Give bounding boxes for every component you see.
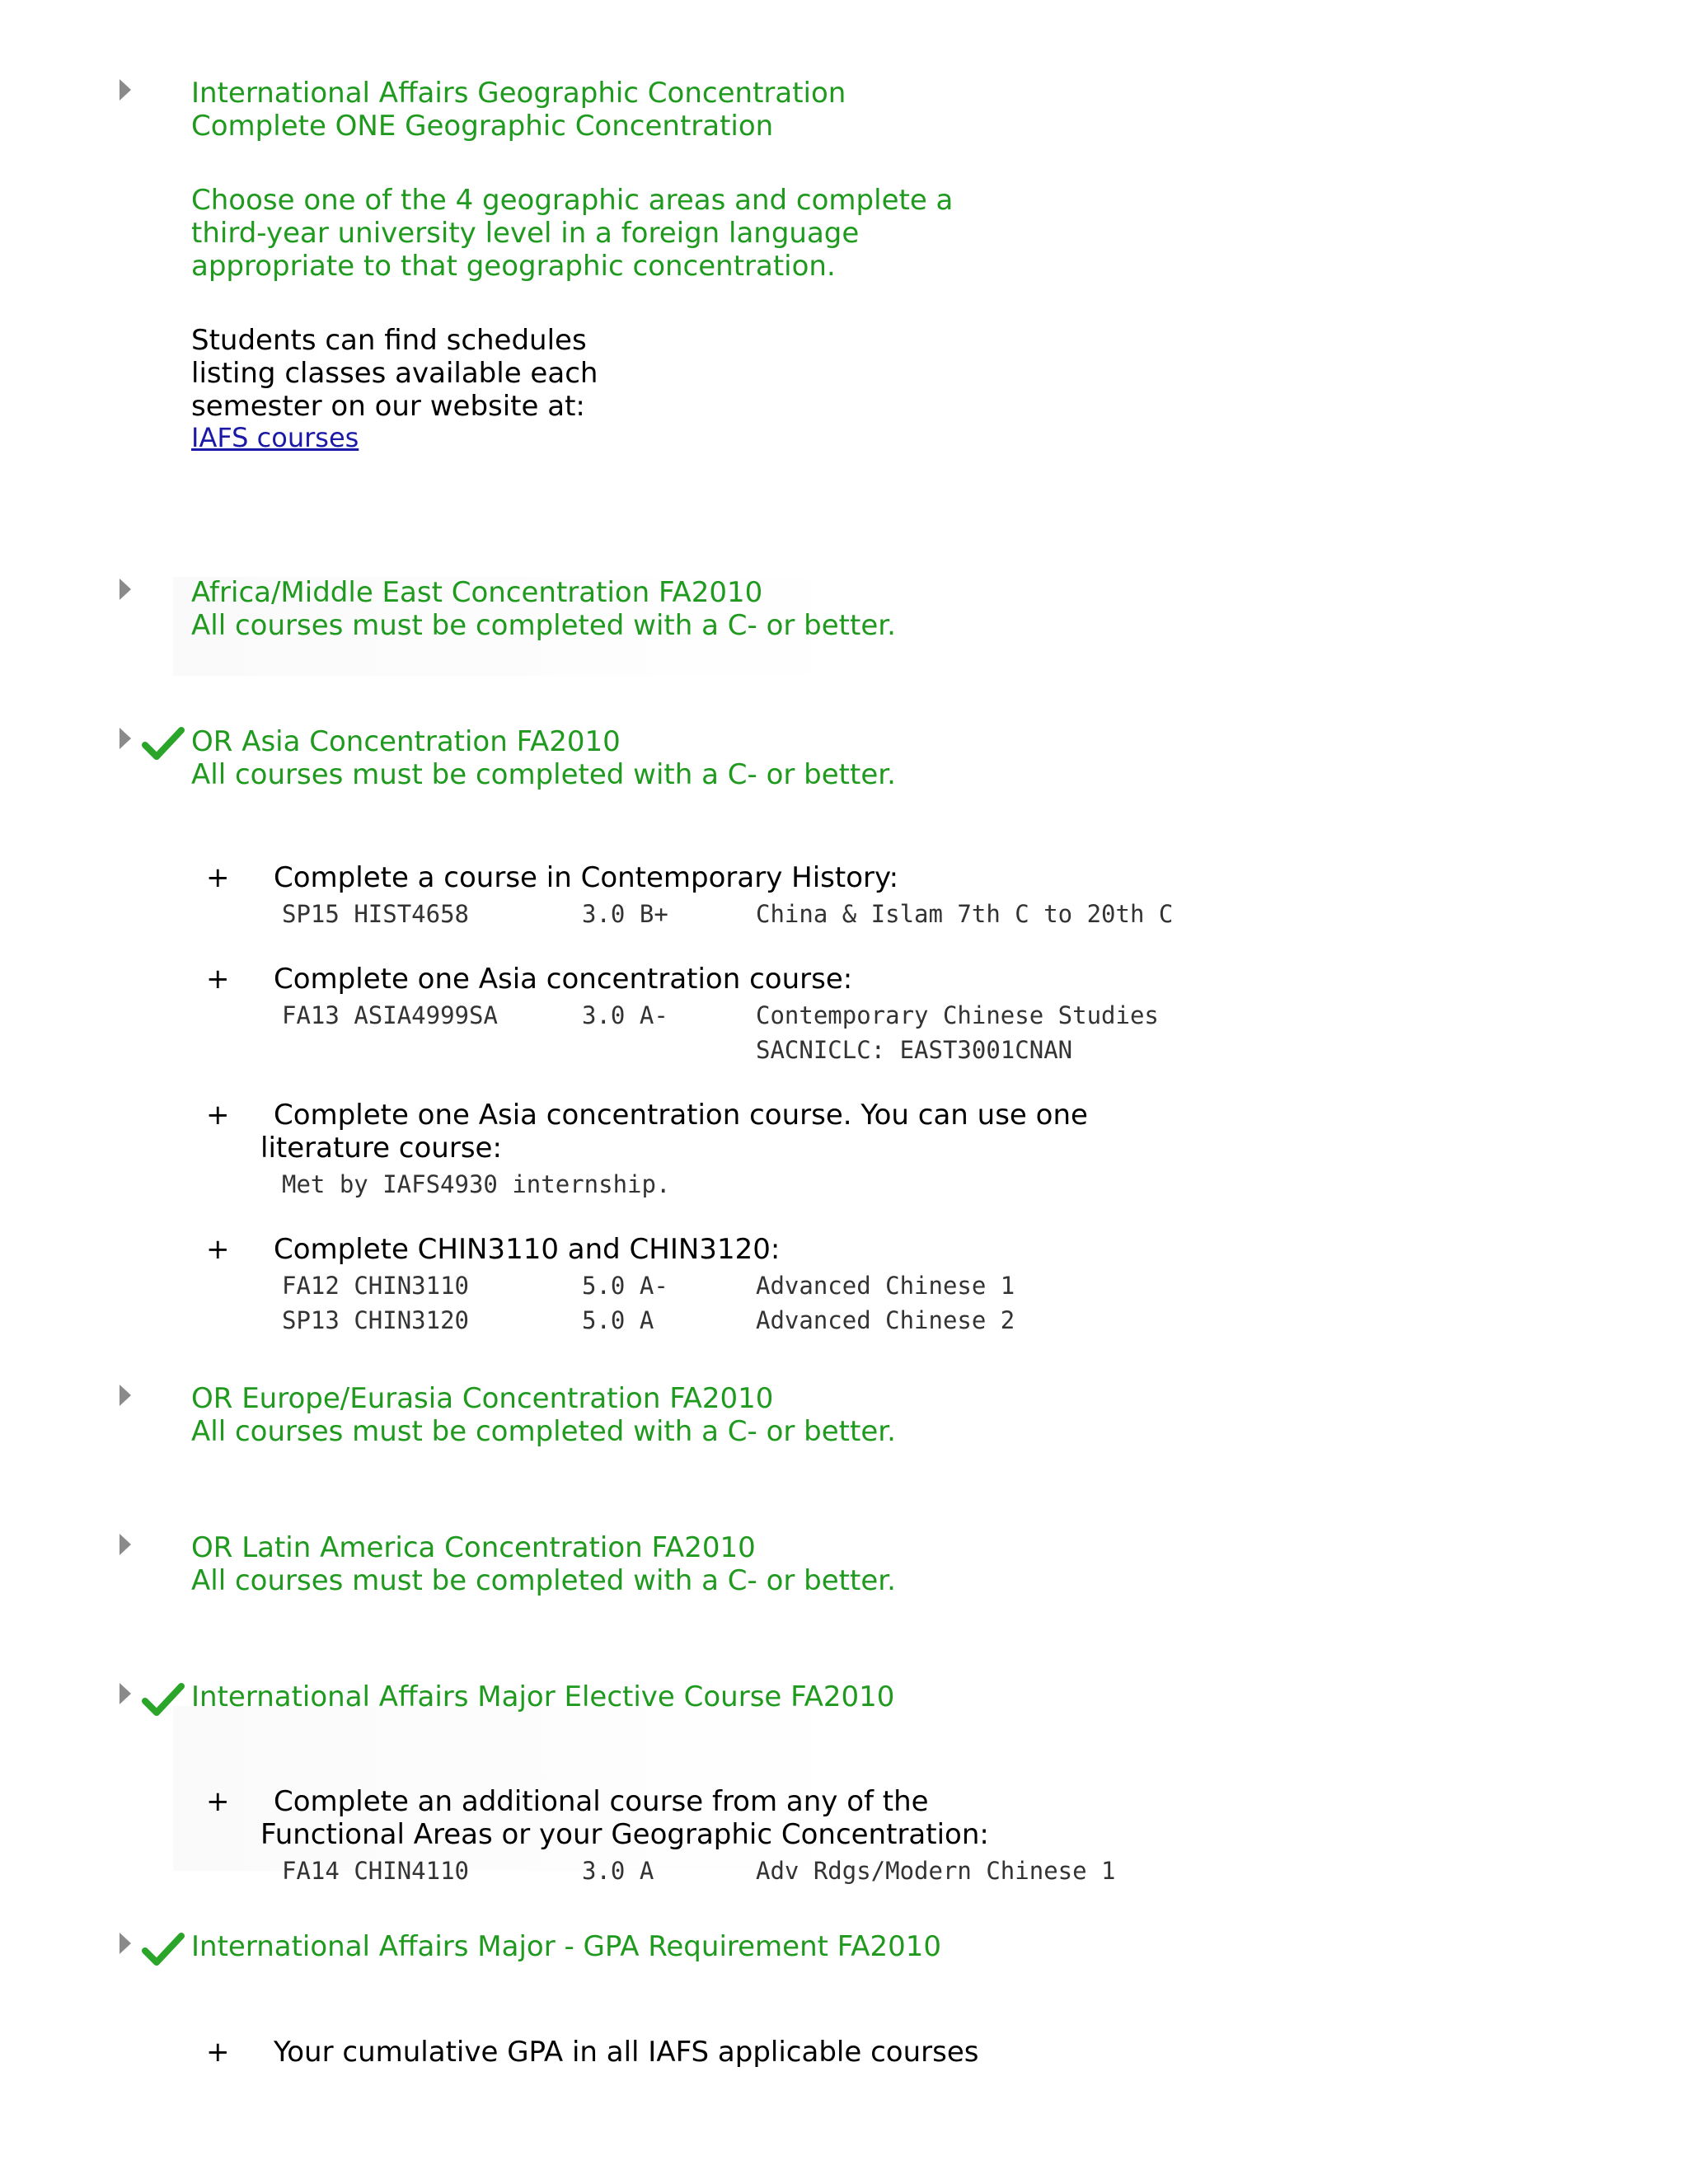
triangle-right-icon[interactable] bbox=[120, 79, 131, 101]
requirement-label: Your cumulative GPA in all IAFS applicable courses bbox=[274, 2036, 979, 2069]
section-subtitle: All courses must be completed with a C- or better. bbox=[191, 609, 896, 642]
note-line: semester on our website at: bbox=[191, 390, 585, 423]
requirement-label-cont: literature course: bbox=[260, 1132, 502, 1165]
section-title: OR Latin America Concentration FA2010 bbox=[191, 1531, 756, 1564]
section-description-line: Choose one of the 4 geographic areas and complete a bbox=[191, 184, 954, 217]
iafs-courses-link[interactable]: IAFS courses bbox=[191, 422, 359, 453]
course-code: SP13 CHIN3120 bbox=[282, 1306, 469, 1334]
note-line: listing classes available each bbox=[191, 357, 598, 390]
course-title: Adv Rdgs/Modern Chinese 1 bbox=[756, 1857, 1116, 1885]
section-title: OR Europe/Eurasia Concentration FA2010 bbox=[191, 1382, 774, 1415]
course-title: Contemporary Chinese Studies bbox=[756, 1001, 1159, 1029]
course-credits-grade: 3.0 A bbox=[582, 1857, 654, 1885]
requirement-label: Complete an additional course from any of the bbox=[274, 1785, 929, 1818]
triangle-right-icon[interactable] bbox=[120, 579, 131, 600]
section-subtitle: All courses must be completed with a C- or better. bbox=[191, 1415, 896, 1448]
expand-toggle[interactable]: + bbox=[206, 963, 230, 996]
section-subtitle: All courses must be completed with a C- or better. bbox=[191, 1564, 896, 1597]
section-title: Africa/Middle East Concentration FA2010 bbox=[191, 576, 763, 609]
course-credits-grade: 3.0 A- bbox=[582, 1001, 668, 1029]
checkmark-icon bbox=[142, 1931, 185, 1967]
requirement-label: Complete a course in Contemporary History: bbox=[274, 861, 899, 894]
course-code: FA13 ASIA4999SA bbox=[282, 1001, 498, 1029]
triangle-right-icon[interactable] bbox=[120, 1385, 131, 1406]
requirement-label-cont: Functional Areas or your Geographic Concentration: bbox=[260, 1818, 989, 1851]
checkmark-icon bbox=[142, 1681, 185, 1718]
checkmark-icon bbox=[142, 725, 185, 762]
section-subtitle: Complete ONE Geographic Concentration bbox=[191, 110, 774, 143]
course-code: SP15 HIST4658 bbox=[282, 900, 469, 928]
course-code: FA14 CHIN4110 bbox=[282, 1857, 469, 1885]
section-description-line: third-year university level in a foreign language bbox=[191, 217, 860, 250]
expand-toggle[interactable]: + bbox=[206, 1785, 230, 1818]
expand-toggle[interactable]: + bbox=[206, 1099, 230, 1132]
expand-toggle[interactable]: + bbox=[206, 861, 230, 894]
course-title: Advanced Chinese 2 bbox=[756, 1306, 1015, 1334]
requirement-label: Complete one Asia concentration course: bbox=[274, 963, 853, 996]
course-credits-grade: 5.0 A- bbox=[582, 1272, 668, 1300]
expand-toggle[interactable]: + bbox=[206, 2036, 230, 2069]
section-subtitle: All courses must be completed with a C- or better. bbox=[191, 758, 896, 791]
course-title-extra: SACNICLC: EAST3001CNAN bbox=[756, 1036, 1073, 1064]
requirement-note: Met by IAFS4930 internship. bbox=[282, 1170, 671, 1198]
course-title: China & Islam 7th C to 20th C bbox=[756, 900, 1174, 928]
section-title: OR Asia Concentration FA2010 bbox=[191, 725, 621, 758]
expand-toggle[interactable]: + bbox=[206, 1233, 230, 1266]
course-code: FA12 CHIN3110 bbox=[282, 1272, 469, 1300]
course-title: Advanced Chinese 1 bbox=[756, 1272, 1015, 1300]
course-credits-grade: 3.0 B+ bbox=[582, 900, 668, 928]
triangle-right-icon[interactable] bbox=[120, 1683, 131, 1704]
triangle-right-icon[interactable] bbox=[120, 1534, 131, 1555]
course-credits-grade: 5.0 A bbox=[582, 1306, 654, 1334]
requirement-label: Complete one Asia concentration course. You can use one bbox=[274, 1099, 1088, 1132]
triangle-right-icon[interactable] bbox=[120, 728, 131, 749]
triangle-right-icon[interactable] bbox=[120, 1933, 131, 1954]
section-title: International Affairs Major Elective Course FA2010 bbox=[191, 1680, 895, 1713]
requirement-label: Complete CHIN3110 and CHIN3120: bbox=[274, 1233, 781, 1266]
section-title: International Affairs Major - GPA Requirement FA2010 bbox=[191, 1930, 941, 1963]
section-description-line: appropriate to that geographic concentration. bbox=[191, 250, 836, 283]
note-line: Students can find schedules bbox=[191, 324, 587, 357]
section-title: International Affairs Geographic Concentration bbox=[191, 77, 846, 110]
